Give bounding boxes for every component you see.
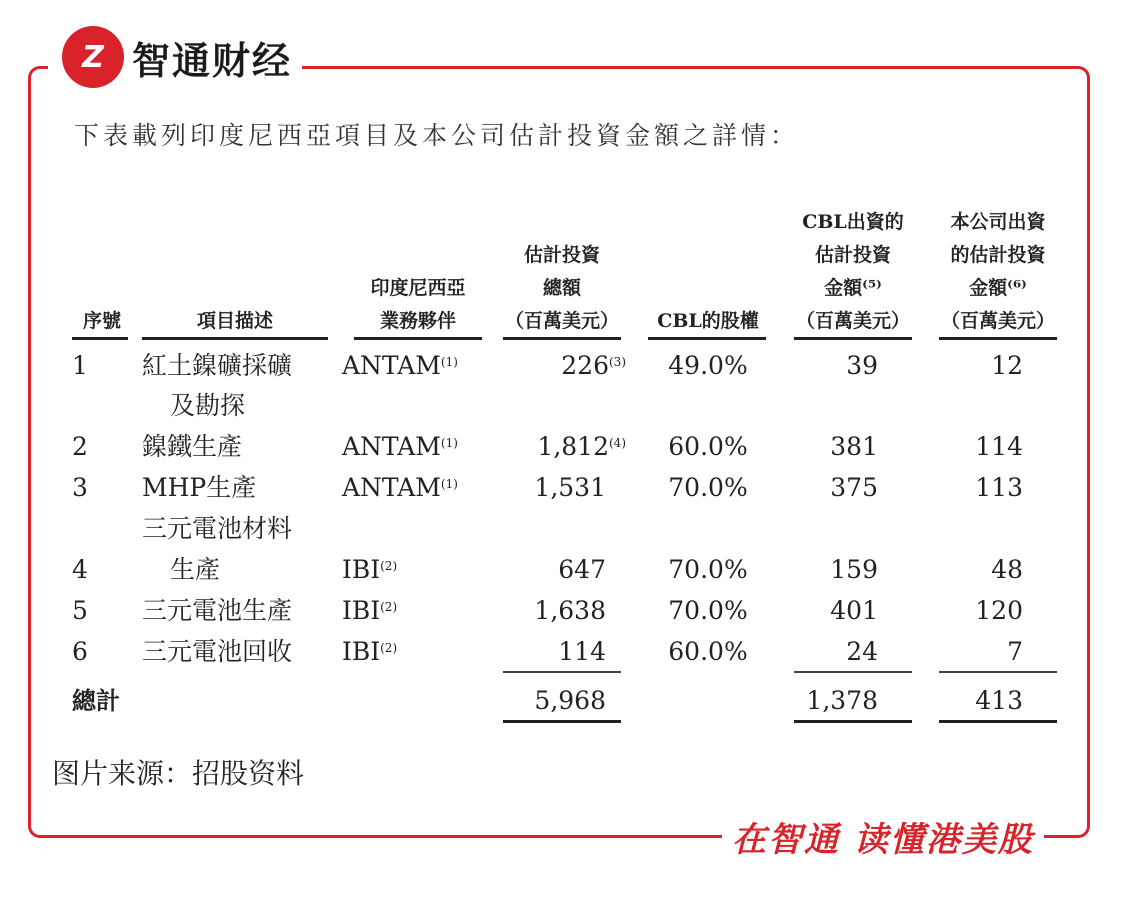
row-3-seq: 3 (72, 473, 88, 502)
row-2-desc: 鎳鐵生產 (142, 432, 243, 461)
intro-text: 下表載列印度尼西亞項目及本公司估計投資金額之詳情： (74, 121, 800, 150)
header-underline-total (503, 337, 621, 340)
row-1-partner: ANTAM$^{(1)}$ (342, 351, 458, 380)
subtotal-line-company (939, 671, 1057, 673)
row-4-company: 48 (991, 555, 1023, 584)
row-4-equity: 70.0% (668, 555, 748, 584)
row-4-desc-line-2: 生產 (170, 555, 221, 584)
row-4-desc-line-1: 三元電池材料 (142, 514, 293, 543)
row-5-cbl: 401 (830, 596, 878, 625)
row-5-equity: 70.0% (668, 596, 748, 625)
row-3-total: 1,531 (534, 473, 606, 502)
row-3-cbl: 375 (830, 473, 878, 502)
row-3-equity: 70.0% (668, 473, 748, 502)
header-underline-seq (72, 337, 128, 340)
row-6-desc: 三元電池回收 (142, 637, 293, 666)
header-seq: 序號 (82, 310, 121, 332)
total-value-total: 5,968 (534, 686, 606, 715)
slogan-banner (722, 812, 1044, 860)
row-5-partner: IBI$^{(2)}$ (342, 596, 398, 625)
slogan-text: 在智通 读懂港美股 (732, 819, 1034, 860)
total-label: 總計 (72, 686, 120, 715)
row-6-company: 7 (1007, 637, 1023, 666)
row-2-equity: 60.0% (668, 432, 748, 461)
header-company: 本公司出資 的估計投資 金額⁽⁶⁾ （百萬美元） (940, 211, 1055, 332)
row-6-total: 114 (558, 637, 606, 666)
row-4-total: 647 (558, 555, 606, 584)
header-cbl: CBL出資的 估計投資 金額⁽⁵⁾ （百萬美元） (795, 211, 910, 332)
grand-total-underline-cbl (794, 720, 912, 723)
subtotal-line-total (503, 671, 621, 673)
row-5-total: 1,638 (534, 596, 606, 625)
grand-total-underline-company (939, 720, 1057, 723)
row-1-equity: 49.0% (668, 351, 748, 380)
row-3-company: 113 (975, 473, 1023, 502)
row-4-cbl: 159 (830, 555, 878, 584)
image-source: 图片来源：招股资料 (52, 757, 305, 790)
row-6-equity: 60.0% (668, 637, 748, 666)
total-value-cbl: 1,378 (806, 686, 878, 715)
grand-total-underline-total (503, 720, 621, 723)
row-2-company: 114 (975, 432, 1023, 461)
row-5-company: 120 (975, 596, 1023, 625)
row-2-seq: 2 (72, 432, 88, 461)
row-6-partner: IBI$^{(2)}$ (342, 637, 398, 666)
row-1-company: 12 (991, 351, 1023, 380)
row-2-cbl: 381 (830, 432, 878, 461)
brand-logo (48, 20, 302, 94)
header-desc: 項目描述 (196, 310, 273, 332)
header-total: 估計投資 總額 （百萬美元） (504, 244, 619, 332)
header-partner: 印度尼西亞 業務夥伴 (370, 277, 466, 332)
row-4-seq: 4 (72, 555, 88, 584)
row-2-partner: ANTAM$^{(1)}$ (342, 432, 458, 461)
row-6-cbl: 24 (846, 637, 878, 666)
row-1-desc-line-2: 及勘探 (170, 391, 246, 420)
total-value-company: 413 (975, 686, 1023, 715)
row-1-desc-line-1: 紅土鎳礦採礦 (142, 351, 293, 380)
row-3-partner: ANTAM$^{(1)}$ (342, 473, 458, 502)
row-1-cbl: 39 (846, 351, 878, 380)
row-5-seq: 5 (72, 596, 88, 625)
header-underline-desc (142, 337, 328, 340)
row-1-total: 226$^{(3)}$ (561, 351, 626, 380)
header-underline-partner (354, 337, 482, 340)
row-3-desc: MHP生產 (142, 473, 257, 502)
row-5-desc: 三元電池生產 (142, 596, 293, 625)
header-underline-equity (648, 337, 766, 340)
logo-mark-icon: Z (62, 26, 124, 88)
row-2-total: 1,812$^{(4)}$ (537, 432, 626, 461)
row-4-partner: IBI$^{(2)}$ (342, 555, 398, 584)
row-1-seq: 1 (72, 351, 88, 380)
brand-name: 智通财经 (132, 38, 293, 83)
header-underline-company (939, 337, 1057, 340)
header-equity: CBL的股權 (657, 310, 759, 332)
row-6-seq: 6 (72, 637, 88, 666)
header-underline-cbl (794, 337, 912, 340)
subtotal-line-cbl (794, 671, 912, 673)
